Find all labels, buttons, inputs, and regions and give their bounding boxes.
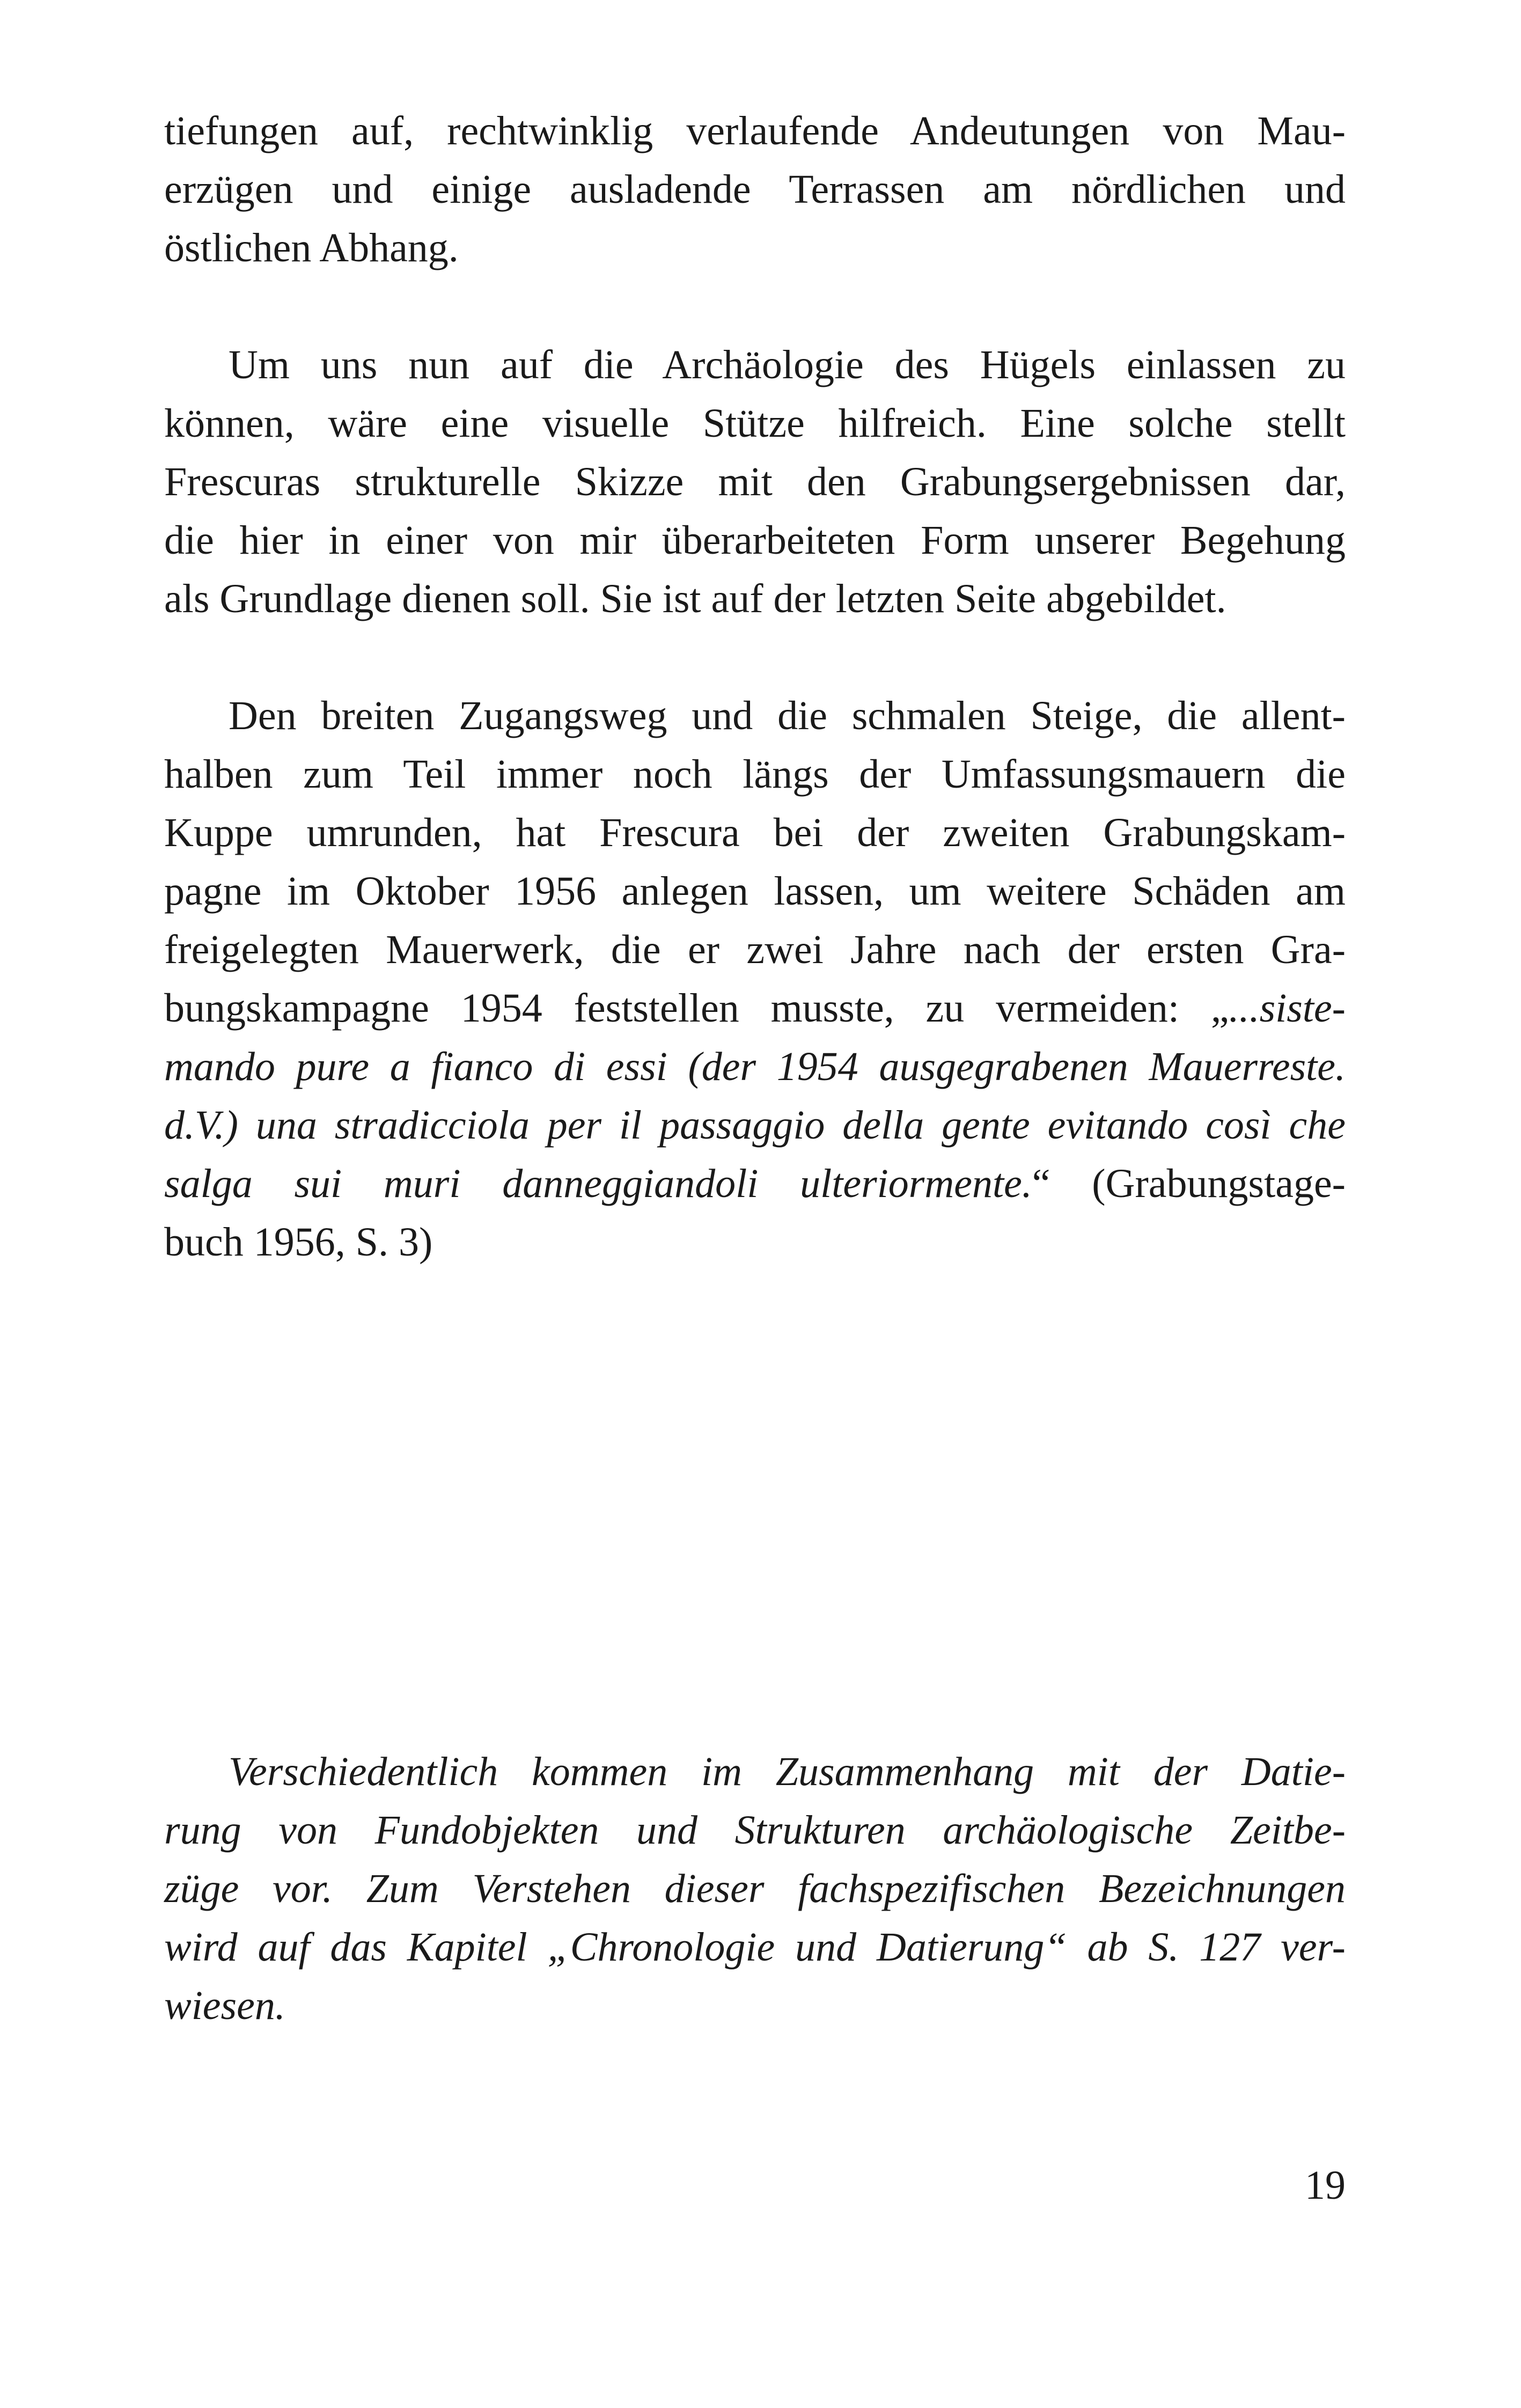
paragraph-1	[164, 102, 1346, 277]
quote-italic: ...siste-	[1229, 986, 1346, 1031]
paragraph-2	[164, 336, 1346, 628]
quote-italic: mando pure a fianco di essi (der 1954 ausgegrabenen Mauerreste.	[164, 1044, 1346, 1089]
text-line: wiesen.	[164, 1983, 285, 2028]
quote-italic: d.V.) una stradicciola per il passaggio della gente evitando così che	[164, 1103, 1346, 1148]
text-line	[164, 1155, 1346, 1213]
text-line: Den breiten Zugangsweg und die schmalen Steige, die allent-	[229, 693, 1346, 738]
text-line: die hier in einer von mir überarbeiteten Form unserer Begehung	[164, 518, 1346, 563]
text-line: östlichen Abhang.	[164, 225, 459, 270]
text-line	[164, 1038, 1346, 1096]
text-line	[164, 1096, 1346, 1155]
text-line: wird auf das Kapitel „Chronologie und Datierung“ ab S. 127 ver-	[164, 1925, 1346, 1970]
text-run: “ (Grabungstage-	[1032, 1161, 1346, 1206]
text-line: Kuppe umrunden, hat Frescura bei der zweiten Grabungskam-	[164, 810, 1346, 855]
italic-note	[164, 1743, 1346, 2035]
text-line: halben zum Teil immer noch längs der Umfassungsmauern die	[164, 752, 1346, 797]
text-line: Verschiedentlich kommen im Zusammenhang mit der Datie-	[229, 1749, 1346, 1794]
text-line: Frescuras strukturelle Skizze mit den Grabungsergebnissen dar,	[164, 459, 1346, 504]
paragraph-3	[164, 687, 1346, 1272]
text-line: können, wäre eine visuelle Stütze hilfreich. Eine solche stellt	[164, 401, 1346, 446]
text-line	[164, 979, 1346, 1038]
text-line: Um uns nun auf die Archäologie des Hügels einlassen zu	[229, 342, 1346, 387]
text-line: als Grundlage dienen soll. Sie ist auf der letzten Seite abgebildet.	[164, 576, 1226, 621]
book-page	[164, 102, 1346, 2028]
text-line: rung von Fundobjekten und Strukturen archäologische Zeitbe-	[164, 1808, 1346, 1853]
text-line: tiefungen auf, rechtwinklig verlaufende Andeutungen von Mau-	[164, 108, 1346, 153]
text-run: bungskampagne 1954 feststellen musste, zu vermeiden: „	[164, 986, 1229, 1031]
text-line: pagne im Oktober 1956 anlegen lassen, um weitere Schäden am	[164, 869, 1346, 914]
text-line: erzügen und einige ausladende Terrassen am nördlichen und	[164, 167, 1346, 212]
text-line: buch 1956, S. 3)	[164, 1220, 433, 1265]
text-line: züge vor. Zum Verstehen dieser fachspezifischen Bezeichnungen	[164, 1866, 1346, 1911]
quote-italic: salga sui muri danneggiandoli ulteriormente.	[164, 1161, 1032, 1206]
text-line: freigelegten Mauerwerk, die er zwei Jahre nach der ersten Gra-	[164, 927, 1346, 972]
page-number: 19	[1305, 2163, 1346, 2208]
